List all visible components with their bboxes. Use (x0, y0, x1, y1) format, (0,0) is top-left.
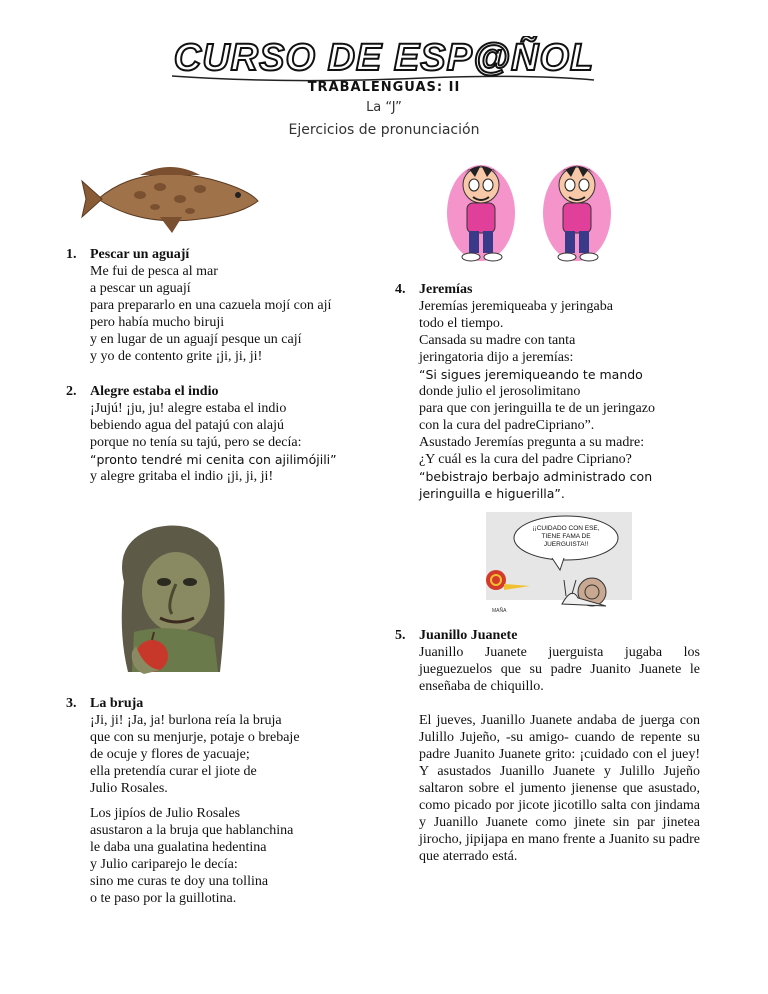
section-number: 4. (395, 282, 406, 297)
course-logo (0, 36, 768, 86)
section-number: 1. (66, 247, 77, 262)
cartoon-signature: MAÑA (492, 608, 507, 614)
section-number: 5. (395, 628, 406, 643)
section-4 (395, 281, 725, 502)
verse-line: o te paso por la guillotina. (90, 891, 237, 906)
verse-line: bebiendo agua del patajú con alajú (90, 418, 284, 433)
verse-line: sino me curas te doy una tollina (90, 874, 269, 889)
snail-cartoon (472, 508, 632, 616)
verse-line: para que con jeringuilla te de un jeringazo (419, 401, 655, 416)
story-paragraph: Juanillo Juanete juerguista jugaba los jueguezuelos que su padre Juanito Juanete le enseñaba de chiquillo. (419, 645, 700, 694)
page-subtitle: TRABALENGUAS: II (307, 80, 461, 95)
section-1 (66, 246, 396, 365)
verse-line: Los jipíos de Julio Rosales (90, 806, 241, 821)
exercise-subtitle: Ejercicios de pronunciación (288, 122, 480, 138)
section-5 (395, 627, 700, 865)
fish-illustration (80, 157, 260, 237)
section-2 (66, 383, 396, 485)
verse-line: Julio Rosales. (90, 781, 168, 796)
kid-cartoon-left (445, 157, 517, 265)
verse-line: todo el tiempo. (419, 316, 504, 331)
kid-cartoon-right (541, 157, 613, 265)
section-3 (66, 695, 396, 907)
section-number: 3. (66, 696, 77, 711)
verse-line: Cansada su madre con tanta (419, 333, 576, 348)
verse-line: pero había mucho biruji (90, 315, 225, 330)
verse-line: “Si sigues jeremiqueando te mando (419, 367, 643, 382)
story-paragraph: El jueves, Juanillo Juanete andaba de juerga con Julillo Jujeño, -su amigo- cuando de repente su padre Juanito Juanete grito: ¡cuidado con el juey! Y asustados Juanillo Juanete y Julillo Jujeño saltaron sobre el jumento jienense que asustado, como picado por jicote jicotillo salta con jindama y Juanillo Juanete como jinete sin par jinetea jirocho, jipijapa en mano frente a Juanito su padre que aterrado está. (419, 713, 700, 864)
section-title: Juanillo Juanete (419, 628, 518, 643)
verse-line: porque no tenía su tajú, pero se decía: (90, 435, 302, 450)
verse-line: a pescar un aguají (90, 281, 191, 296)
section-title: Jeremías (419, 282, 473, 297)
verse-line: jeringatoria dijo a jeremías: (419, 350, 574, 365)
verse-line: “bebistrajo berbajo administrado con (419, 469, 653, 484)
verse-line: “pronto tendré mi cenita con ajilimójili” (90, 452, 337, 467)
letter-subtitle: La “J” (366, 100, 402, 115)
verse-line: de ocuje y flores de yacuaje; (90, 747, 250, 762)
verse-line: le daba una gualatina hedentina (90, 840, 267, 855)
verse-line: y alegre gritaba el indio ¡ji, ji, ji! (90, 469, 274, 484)
verse-line: que con su menjurje, potaje o brebaje (90, 730, 300, 745)
bubble-text: ¡¡CUIDADO CON ESE, TIENE FAMA DE JUERGUISTA!! (532, 525, 600, 548)
verse-line: con la cura del padreCipriano”. (419, 418, 595, 433)
section-title: Pescar un aguají (90, 247, 190, 262)
verse-line: y en lugar de un aguají pesque un cají (90, 332, 302, 347)
verse-line: ella pretendía curar el jiote de (90, 764, 257, 779)
verse-line: para prepararlo en una cazuela mojí con ají (90, 298, 332, 313)
verse-line: Asustado Jeremías pregunta a su madre: (419, 435, 645, 450)
verse-line: ¡Ji, ji! ¡Ja, ja! burlona reía la bruja (90, 713, 282, 728)
verse-line: y yo de contento grite ¡ji, ji, ji! (90, 349, 263, 364)
logo-text: CURSO DE ESP@ÑOL (173, 37, 595, 79)
verse-line: y Julio cariparejo le decía: (90, 857, 238, 872)
verse-line: Me fui de pesca al mar (90, 264, 218, 279)
verse-line: ¿Y cuál es la cura del padre Cipriano? (419, 452, 632, 467)
verse-line: asustaron a la bruja que hablanchina (90, 823, 294, 838)
witch-illustration (114, 522, 230, 678)
verse-line: ¡Jujú! ¡ju, ju! alegre estaba el indio (90, 401, 287, 416)
section-title: Alegre estaba el indio (90, 384, 219, 399)
verse-line: donde julio el jerosolimitano (419, 384, 581, 399)
verse-line: jeringuilla e higuerilla”. (419, 486, 565, 501)
verse-line: Jeremías jeremiqueaba y jeringaba (419, 299, 613, 314)
section-title: La bruja (90, 696, 144, 711)
section-number: 2. (66, 384, 77, 399)
